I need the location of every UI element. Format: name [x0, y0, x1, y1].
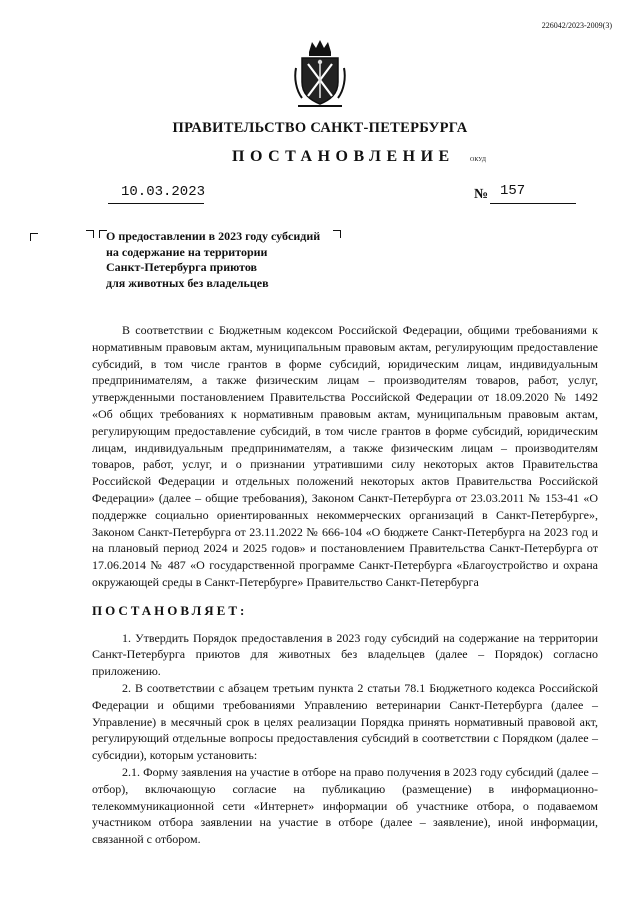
resolves-heading: ПОСТАНОВЛЯЕТ: [92, 602, 248, 618]
document-body [92, 322, 598, 848]
preamble-paragraph: В соответствии с Бюджетным кодексом Российской Федерации, общими требованиями к нормативным правовым актам, муниципальным правовым актам, регулирующим предоставление субсидий, в том числе грантов в форме субсидий, юридическим лицам, индивидуальным предпринимателям, а также физическим лицам – производителям товаров, работ, услуг, утвержденными постановлением Правительства Российской Федерации от 18.09.2020 № 1492 «Об общих требованиях к нормативным правовым актам, муниципальным правовым актам, регулирующим предоставление субсидий, в том числе грантов в форме субсидий, юридическим лицам, индивидуальным предпринимателям, а также физическим лицам – производителям товаров, работ, услуг, и о признании утратившими силу некоторых актов Правительства Российской Федерации и отдельных положений некоторых актов Правительства Российской Федерации» (далее – общие требования), Законом Санкт-Петербурга от 23.03.2011 № 153-41 «О поддержке социально ориентированных некоммерческих организаций в Санкт-Петербурге», Законом Санкт-Петербурга от 23.11.2022 № 666-104 «О бюджете Санкт-Петербурга на 2023 год и на плановый период 2024 и 2025 годов» и постановлением Правительства Санкт-Петербурга от 17.06.2014 № 487 «О государственной программе Санкт-Петербурга «Благоустройство и охрана окружающей среды в Санкт-Петербурге» Правительство Санкт-Петербурга [92, 323, 598, 589]
coat-of-arms-emblem [292, 38, 348, 112]
date-underline [108, 203, 204, 204]
document-number: 157 [500, 183, 526, 199]
item-paragraph: 2. В соответствии с абзацем третьим пункта 2 статьи 78.1 Бюджетного кодекса Российской Федерации и общими требованиями Управлению ветеринарии Санкт-Петербурга (далее – Управление) в месячный срок в целях реализации Порядка принять нормативный правовой акт, регулирующий отдельные вопросы предоставления субсидий в соответствии с Порядком (далее – субсидии), которым установить: [92, 680, 598, 763]
subject-line: на содержание на территории [106, 244, 268, 259]
subject-line: Санкт-Петербурга приютов [106, 260, 258, 274]
okud-label: ОКУД [470, 157, 486, 163]
item-paragraph: 2.1. Форму заявления на участие в отборе на право получения в 2023 году субсидий (далее – отбор), включающую согласие на публикацию (размещение) в информационно-телекоммуникационной сети «Интернет» информации об участнике отбора, о подаваемом участником отбора заявлении на участие в отборе (далее – заявление), иной информации, связанной с отбором. [92, 764, 598, 847]
government-title: ПРАВИТЕЛЬСТВО САНКТ-ПЕТЕРБУРГА [172, 120, 468, 136]
number-sign: № [474, 187, 489, 202]
number-underline [490, 203, 576, 204]
document-subject [106, 229, 320, 291]
item-paragraph: 1. Утвердить Порядок предоставления в 2023 году субсидий на содержание на территории Санкт-Петербурга приютов для животных без владельцев (далее – Порядок) согласно приложению. [92, 630, 598, 679]
corner-mark-subject-right [333, 230, 341, 238]
document-date: 10.03.2023 [121, 184, 206, 200]
subject-line: О предоставлении в 2023 году субсидий [106, 229, 321, 243]
document-registration-number: 226042/2023-2009(3) [541, 21, 612, 30]
document-type-title: ПОСТАНОВЛЕНИЕ [232, 148, 455, 165]
corner-mark-left [30, 233, 38, 241]
subject-line: для животных без владельцев [106, 275, 269, 290]
corner-mark-subject-left [86, 230, 94, 238]
